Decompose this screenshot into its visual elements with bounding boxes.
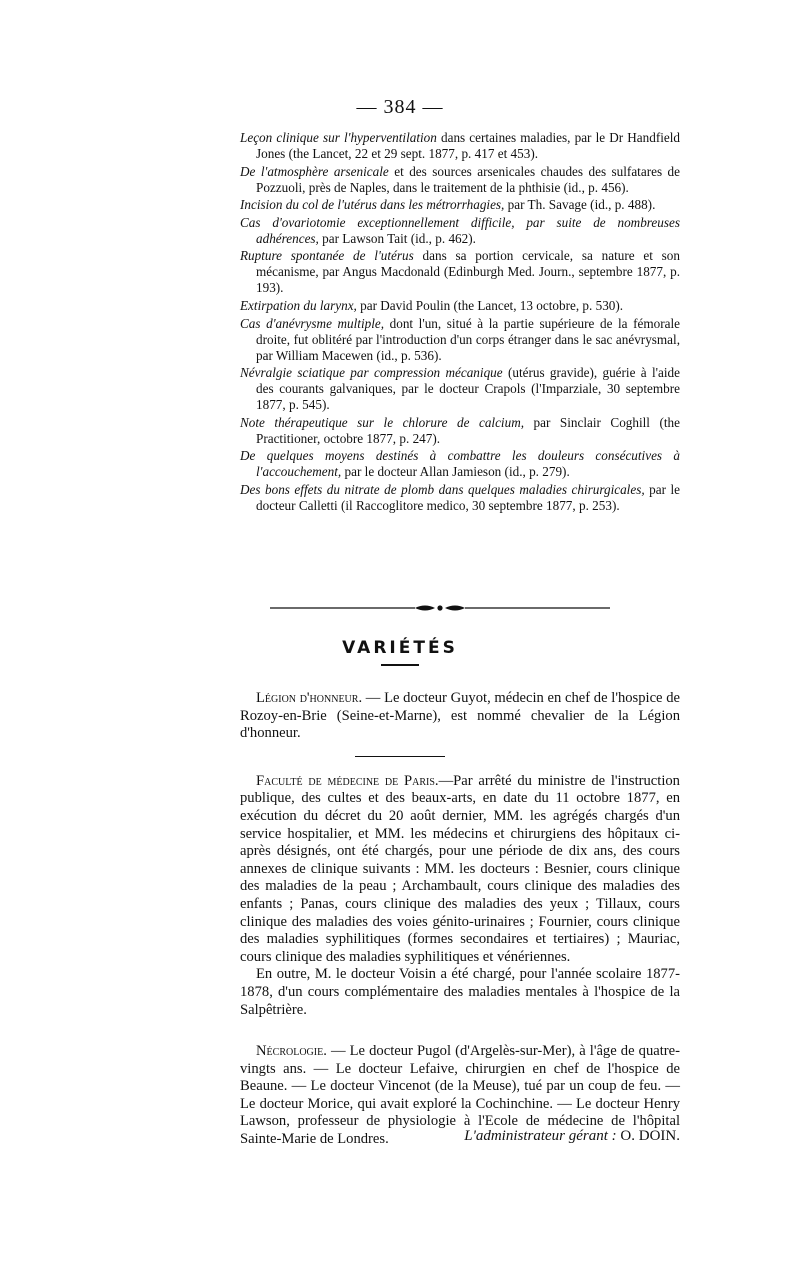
reference-title: Névralgie sciatique par compression mécanique <box>240 365 503 381</box>
necrologie-text: — Le docteur Pugol (d'Argelès-sur-Mer), à l'âge de quatre-vingts ans. — Le docteur Lefaive, chirurgien en chef de l'hospice de Beaune. — Le docteur Vincenot (de la Meuse), tué par un coup de feu. — Le docteur Morice, qui avait exploré la Cochinchine. — Le docteur Henry Lawson, professeur de physiologie à l'Ecole de médecine de l'hôpital Sainte-Marie de Londres. <box>240 1043 680 1148</box>
legion-paragraph <box>240 690 680 743</box>
heading-underline <box>381 664 419 666</box>
reference-title: Leçon clinique sur l'hyperventilation <box>240 130 437 145</box>
section-heading: VARIÉTÉS <box>342 638 458 658</box>
reference-title: De quelques moyens destinés à combattre les douleurs consécutives à l'accouchement, <box>240 448 680 480</box>
reference-title: Cas d'ovariotomie exceptionnellement difficile, par suite de nombreuses adhérences, <box>240 214 680 246</box>
signature-label: L'administrateur gérant : <box>464 1128 617 1144</box>
ornamental-divider <box>270 603 610 613</box>
reference-entry <box>240 298 680 314</box>
reference-details: dans certaines maladies, par le Dr Handfield Jones (the Lancet, 22 et 29 sept. 1877, p. 417 et 453). <box>256 130 680 161</box>
necrologie-label: Nécrologie. <box>256 1043 327 1060</box>
reference-title: Rupture spontanée de l'utérus <box>240 248 414 264</box>
reference-entry <box>240 415 680 447</box>
reference-entry <box>240 164 680 196</box>
reference-details: par Th. Savage (id., p. 488). <box>504 197 656 213</box>
faculte-paragraph <box>240 773 680 967</box>
reference-entry <box>240 365 680 413</box>
reference-details: par le docteur Allan Jamieson (id., p. 279). <box>341 464 570 480</box>
reference-entry <box>240 482 680 514</box>
reference-title: Extirpation du larynx, <box>240 297 357 313</box>
page-number: — 384 — <box>356 96 444 118</box>
faculte-text: —Par arrêté du ministre de l'instruction publique, des cultes et des beaux-arts, en date du 11 octobre 1877, en exécution du décret du 20 août dernier, MM. les agrégés chargés d'un service hospitalier, et MM. les médecins et chirurgiens des hôpitaux ci-après désignés, ont été chargés, pour une période de dix ans, des cours annexes de clinique suivants : MM. les docteurs : Besnier, cours clinique des maladies de la peau ; Archambault, cours clinique des maladies des enfants ; Panas, cours clinique des maladies des yeux ; Tillaux, cours clinique des maladies des voies génito-urinaires ; Fournier, cours clinique des maladies syphilitiques (formes secondaires et tertiaires) ; Mauriac, cours clinique des maladies syphilitiques et vénériennes. <box>240 772 680 965</box>
reference-entry <box>240 448 680 480</box>
reference-title: Cas d'anévrysme multiple, <box>240 315 385 331</box>
reference-title: Note thérapeutique sur le chlorure de calcium, <box>240 414 525 430</box>
reference-title: Incision du col de l'utérus dans les métrorrhagies, <box>240 197 505 213</box>
signature-name: O. DOIN. <box>616 1128 680 1144</box>
legion-text: — Le docteur Guyot, médecin en chef de l'hospice de Rozoy-en-Brie (Seine-et-Marne), est nommé chevalier de la Légion d'honneur. <box>240 690 680 742</box>
reference-entry <box>240 197 680 213</box>
bibliography-list <box>240 130 680 516</box>
reference-details: par Lawson Tait (id., p. 462). <box>318 230 476 246</box>
reference-details: dans sa portion cervicale, sa nature et son mécanisme, par Angus Macdonald (Edinburgh Med. Journ., septembre 1877, p. 193). <box>256 248 680 296</box>
reference-details: par David Poulin (the Lancet, 13 octobre, p. 530). <box>356 297 624 313</box>
reference-title: Des bons effets du nitrate de plomb dans quelques maladies chirurgicales, <box>240 481 645 497</box>
reference-entry <box>240 248 680 296</box>
reference-details: par Sinclair Coghill (the Practitioner, octobre 1877, p. 247). <box>256 414 680 446</box>
reference-details: dont l'un, situé à la partie supérieure de la fémorale droite, fut oblitéré par l'introduction d'un corps étranger dans le sac anévrysmal, par William Macewen (id., p. 536). <box>256 315 680 363</box>
reference-entry <box>240 215 680 247</box>
reference-details: (utérus gravide), guérie à l'aide des courants galvaniques, par le docteur Crapols (l'Imparziale, 30 septembre 1877, p. 545). <box>256 365 680 413</box>
news-section <box>240 690 680 1149</box>
reference-entry <box>240 316 680 364</box>
reference-title: De l'atmosphère arsenicale <box>240 163 389 179</box>
voisin-paragraph: En outre, M. le docteur Voisin a été chargé, pour l'année scolaire 1877-1878, d'un cours complémentaire des maladies mentales à l'hospice de la Salpêtrière. <box>240 966 680 1018</box>
reference-details: et des sources arsenicales chaudes des sulfatares de Pozzuoli, près de Naples, dans le traitement de la phthisie (id., p. 456). <box>256 163 680 195</box>
reference-details: par le docteur Calletti (il Raccoglitore medico, 30 septembre 1877, p. 253). <box>256 481 680 513</box>
legion-label: Légion d'honneur. <box>256 690 363 706</box>
reference-entry <box>240 130 680 162</box>
section-separator <box>355 756 445 757</box>
signature <box>240 1128 680 1145</box>
faculte-label: Faculté de médecine de Paris. <box>256 772 439 789</box>
